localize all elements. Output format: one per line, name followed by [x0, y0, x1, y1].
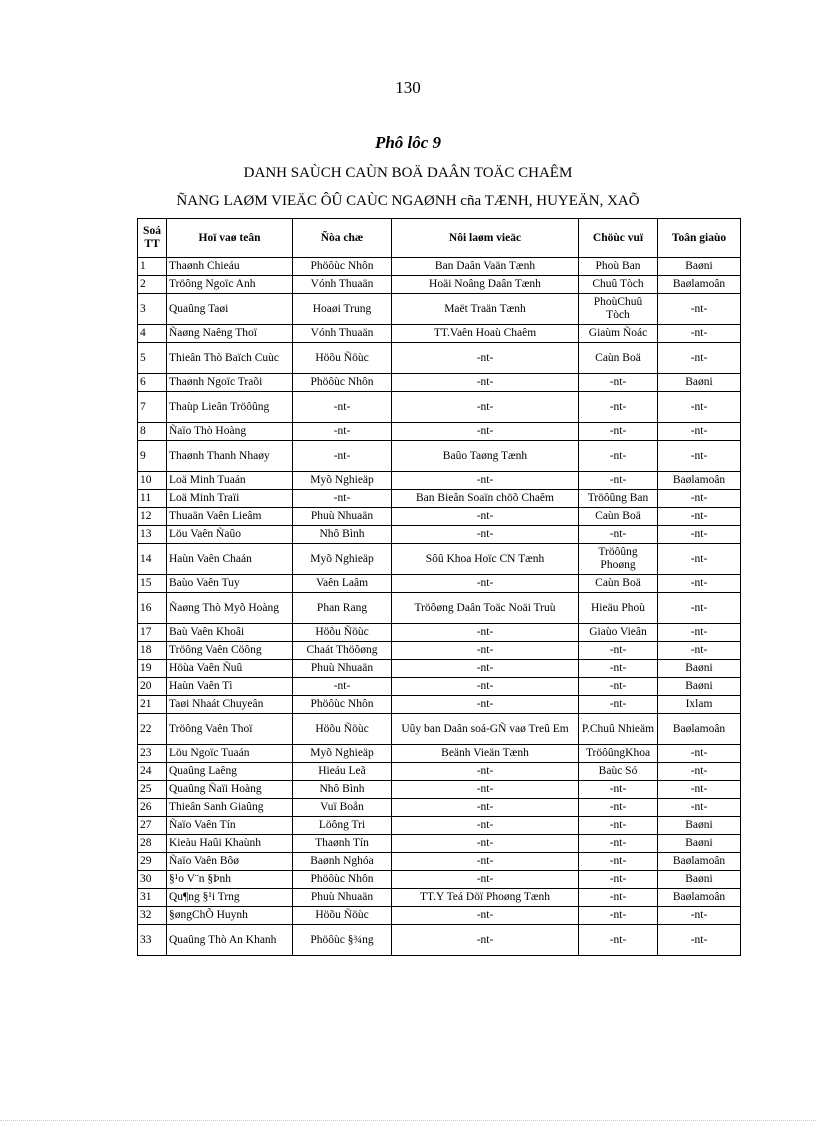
cell-workplace: -nt- [392, 423, 579, 441]
cell-address: Löông Tri [293, 817, 392, 835]
table-row [138, 907, 741, 925]
cell-position: -nt- [579, 642, 658, 660]
cell-name: Ñaïo Vaên Bôø [167, 853, 293, 871]
cell-address: Chaát Thöôøng [293, 642, 392, 660]
table-row [138, 544, 741, 575]
cell-address: Höõu Ñöùc [293, 343, 392, 374]
cell-no: 33 [138, 925, 167, 956]
cell-name: Loä Minh Traïi [167, 490, 293, 508]
cell-position: -nt- [579, 423, 658, 441]
cell-religion: Baøni [658, 835, 741, 853]
cell-no: 11 [138, 490, 167, 508]
table-row [138, 678, 741, 696]
cell-no: 20 [138, 678, 167, 696]
cell-address: Phöôùc Nhôn [293, 696, 392, 714]
cell-no: 27 [138, 817, 167, 835]
table-row [138, 624, 741, 642]
cell-workplace: -nt- [392, 835, 579, 853]
cell-name: Ñaøng Thò Myõ Hoàng [167, 593, 293, 624]
table-row [138, 745, 741, 763]
cell-address: Phan Rang [293, 593, 392, 624]
cell-address: Vónh Thuaän [293, 276, 392, 294]
table-row [138, 593, 741, 624]
cell-workplace: -nt- [392, 907, 579, 925]
cell-no: 24 [138, 763, 167, 781]
cell-religion: Baølamoân [658, 889, 741, 907]
cell-religion: -nt- [658, 392, 741, 423]
cell-position: Caùn Boä [579, 508, 658, 526]
cell-position: Caùn Boä [579, 575, 658, 593]
cell-address: Hoaøi Trung [293, 294, 392, 325]
cell-religion: -nt- [658, 624, 741, 642]
table-row [138, 325, 741, 343]
cell-address: Phöôùc §¾ng [293, 925, 392, 956]
cell-position: -nt- [579, 799, 658, 817]
table-row [138, 423, 741, 441]
cell-address: Thaønh Tín [293, 835, 392, 853]
cell-religion: -nt- [658, 526, 741, 544]
cell-position: Giaùo Vieân [579, 624, 658, 642]
cell-position: Baùc Só [579, 763, 658, 781]
page-number: 130 [395, 78, 421, 97]
cell-workplace: -nt- [392, 925, 579, 956]
cell-religion: Baølamoân [658, 853, 741, 871]
table-body [138, 258, 741, 956]
cell-workplace: -nt- [392, 853, 579, 871]
cell-address: Höõu Ñöùc [293, 714, 392, 745]
cell-religion: Baøni [658, 660, 741, 678]
cell-position: TröôûngKhoa [579, 745, 658, 763]
cell-address: -nt- [293, 490, 392, 508]
cell-name: §øngChÕ Huynh [167, 907, 293, 925]
table-row [138, 343, 741, 374]
cell-address: Baønh Nghóa [293, 853, 392, 871]
cell-no: 28 [138, 835, 167, 853]
cell-no: 32 [138, 907, 167, 925]
cell-workplace: TT.Vaên Hoaù Chaêm [392, 325, 579, 343]
table-row [138, 925, 741, 956]
table-row [138, 441, 741, 472]
cell-address: Phuù Nhuaän [293, 889, 392, 907]
table-row [138, 763, 741, 781]
header-address: Ñòa chæ [293, 219, 392, 258]
cell-name: Ñaïo Thò Hoàng [167, 423, 293, 441]
cell-name: Quaûng Laêng [167, 763, 293, 781]
cell-no: 6 [138, 374, 167, 392]
cell-address: Myõ Nghieäp [293, 745, 392, 763]
cell-name: Ñaøng Naêng Thoï [167, 325, 293, 343]
cell-no: 14 [138, 544, 167, 575]
cell-religion: -nt- [658, 508, 741, 526]
cell-position: Tröôûng Phoøng [579, 544, 658, 575]
table-row [138, 392, 741, 423]
cell-name: Taøi Nhaát Chuyeân [167, 696, 293, 714]
cell-workplace: Hoäi Noâng Daân Tænh [392, 276, 579, 294]
cell-workplace: -nt- [392, 343, 579, 374]
staff-table [137, 218, 741, 956]
table-header-row [138, 219, 741, 258]
cell-religion: -nt- [658, 423, 741, 441]
cell-name: Thuaän Vaên Lieâm [167, 508, 293, 526]
cell-name: Löu Ngoïc Tuaán [167, 745, 293, 763]
cell-position: -nt- [579, 678, 658, 696]
table-row [138, 472, 741, 490]
footer-divider [0, 1120, 816, 1121]
table-row [138, 374, 741, 392]
cell-no: 19 [138, 660, 167, 678]
cell-position: -nt- [579, 660, 658, 678]
cell-no: 4 [138, 325, 167, 343]
cell-address: Phöôùc Nhôn [293, 871, 392, 889]
cell-religion: -nt- [658, 763, 741, 781]
cell-workplace: Uûy ban Daân soá-GÑ vaø Treû Em [392, 714, 579, 745]
cell-address: Phöôùc Nhôn [293, 374, 392, 392]
cell-position: Hieäu Phoù [579, 593, 658, 624]
cell-workplace: -nt- [392, 696, 579, 714]
cell-name: Thaønh Thanh Nhaøy [167, 441, 293, 472]
cell-address: Vuï Boån [293, 799, 392, 817]
cell-no: 12 [138, 508, 167, 526]
cell-no: 23 [138, 745, 167, 763]
table-row [138, 871, 741, 889]
cell-religion: -nt- [658, 799, 741, 817]
cell-religion: -nt- [658, 490, 741, 508]
cell-name: Tröông Vaên Cöông [167, 642, 293, 660]
cell-name: Haùn Vaên Tì [167, 678, 293, 696]
cell-address: Myõ Nghieäp [293, 544, 392, 575]
cell-position: -nt- [579, 526, 658, 544]
cell-name: Thieân Thò Baïch Cuùc [167, 343, 293, 374]
cell-no: 7 [138, 392, 167, 423]
cell-address: -nt- [293, 678, 392, 696]
cell-religion: -nt- [658, 781, 741, 799]
table-row [138, 294, 741, 325]
table-row [138, 258, 741, 276]
cell-name: Qu¶ng §¹i Trng [167, 889, 293, 907]
cell-religion: Baøni [658, 258, 741, 276]
header-position: Chöùc vuï [579, 219, 658, 258]
appendix-title: Phô lôc 9 [374, 133, 442, 152]
cell-workplace: -nt- [392, 526, 579, 544]
document-title: DANH SAÙCH CAÙN BOÄ DAÂN TOÄC CHAÊM [243, 165, 573, 181]
cell-workplace: -nt- [392, 763, 579, 781]
cell-address: Hieáu Leã [293, 763, 392, 781]
cell-workplace: Sôû Khoa Hoïc CN Tænh [392, 544, 579, 575]
cell-name: Quaûng Thò An Khanh [167, 925, 293, 956]
cell-name: Loä Minh Tuaán [167, 472, 293, 490]
cell-religion: -nt- [658, 325, 741, 343]
table-row [138, 817, 741, 835]
cell-religion: -nt- [658, 745, 741, 763]
cell-religion: -nt- [658, 294, 741, 325]
cell-address: Vaên Laâm [293, 575, 392, 593]
cell-position: -nt- [579, 925, 658, 956]
cell-no: 8 [138, 423, 167, 441]
cell-address: Höõu Ñöùc [293, 624, 392, 642]
cell-religion: -nt- [658, 343, 741, 374]
cell-position: -nt- [579, 871, 658, 889]
cell-position: -nt- [579, 817, 658, 835]
table-row [138, 508, 741, 526]
cell-religion: -nt- [658, 441, 741, 472]
cell-position: Chuû Tòch [579, 276, 658, 294]
cell-address: Phuù Nhuaän [293, 660, 392, 678]
cell-address: -nt- [293, 423, 392, 441]
header-name: Hoï vaø teân [167, 219, 293, 258]
cell-workplace: -nt- [392, 508, 579, 526]
cell-position: -nt- [579, 441, 658, 472]
cell-address: Nhô Bình [293, 781, 392, 799]
cell-workplace: Ban Daân Vaän Tænh [392, 258, 579, 276]
header-workplace: Nôi laøm vieäc [392, 219, 579, 258]
cell-position: -nt- [579, 853, 658, 871]
cell-religion: Baøni [658, 374, 741, 392]
cell-address: Höõu Ñöùc [293, 907, 392, 925]
cell-name: Höùa Vaên Ñuû [167, 660, 293, 678]
cell-no: 22 [138, 714, 167, 745]
cell-name: Tröông Vaên Thoï [167, 714, 293, 745]
cell-no: 21 [138, 696, 167, 714]
cell-religion: -nt- [658, 593, 741, 624]
cell-position: Giaùm Ñoác [579, 325, 658, 343]
cell-no: 31 [138, 889, 167, 907]
table-row [138, 714, 741, 745]
cell-name: Baùo Vaên Tuy [167, 575, 293, 593]
cell-name: Thieân Sanh Giaûng [167, 799, 293, 817]
cell-no: 1 [138, 258, 167, 276]
cell-workplace: -nt- [392, 642, 579, 660]
cell-religion: Ixlam [658, 696, 741, 714]
cell-no: 17 [138, 624, 167, 642]
table-row [138, 490, 741, 508]
cell-address: -nt- [293, 392, 392, 423]
table-row [138, 781, 741, 799]
cell-workplace: TT.Y Teá Döï Phoøng Tænh [392, 889, 579, 907]
cell-name: Quaûng Taøi [167, 294, 293, 325]
cell-name: Löu Vaên Ñaûo [167, 526, 293, 544]
cell-workplace: -nt- [392, 575, 579, 593]
cell-workplace: Maët Traän Tænh [392, 294, 579, 325]
cell-no: 3 [138, 294, 167, 325]
cell-workplace: Beänh Vieän Tænh [392, 745, 579, 763]
cell-religion: Baølamoân [658, 714, 741, 745]
cell-religion: Baøni [658, 871, 741, 889]
cell-position: -nt- [579, 374, 658, 392]
cell-religion: -nt- [658, 925, 741, 956]
cell-address: Phuù Nhuaän [293, 508, 392, 526]
cell-position: PhoùChuû Tòch [579, 294, 658, 325]
cell-workplace: Ban Bieân Soaïn chöõ Chaêm [392, 490, 579, 508]
cell-workplace: Tröôøng Daân Toäc Noäi Truù [392, 593, 579, 624]
cell-religion: Baølamoân [658, 276, 741, 294]
cell-religion: Baøni [658, 678, 741, 696]
cell-position: -nt- [579, 889, 658, 907]
cell-workplace: -nt- [392, 660, 579, 678]
table-row [138, 696, 741, 714]
cell-name: Thaønh Chieáu [167, 258, 293, 276]
cell-name: Quaûng Ñaïi Hoàng [167, 781, 293, 799]
cell-position: -nt- [579, 392, 658, 423]
cell-no: 29 [138, 853, 167, 871]
cell-religion: -nt- [658, 575, 741, 593]
header-religion: Toân giaùo [658, 219, 741, 258]
header-no: Soá TT [138, 219, 167, 258]
cell-name: Kieàu Haûi Khaùnh [167, 835, 293, 853]
cell-position: -nt- [579, 472, 658, 490]
cell-position: P.Chuû Nhieäm [579, 714, 658, 745]
cell-religion: -nt- [658, 642, 741, 660]
cell-position: Tröôûng Ban [579, 490, 658, 508]
table-row [138, 853, 741, 871]
cell-no: 13 [138, 526, 167, 544]
cell-religion: Baølamoân [658, 472, 741, 490]
cell-religion: -nt- [658, 544, 741, 575]
document-subtitle: ÑANG LAØM VIEÄC ÔÛ CAÙC NGAØNH cña TÆNH, HUYEÄN, XAÕ [176, 193, 640, 209]
table-row [138, 799, 741, 817]
cell-no: 18 [138, 642, 167, 660]
cell-workplace: -nt- [392, 781, 579, 799]
cell-workplace: -nt- [392, 374, 579, 392]
cell-no: 10 [138, 472, 167, 490]
cell-no: 2 [138, 276, 167, 294]
cell-workplace: -nt- [392, 624, 579, 642]
cell-workplace: -nt- [392, 392, 579, 423]
cell-religion: -nt- [658, 907, 741, 925]
table-row [138, 526, 741, 544]
cell-address: Myõ Nghieäp [293, 472, 392, 490]
cell-name: Baù Vaên Khoâi [167, 624, 293, 642]
cell-address: Vónh Thuaän [293, 325, 392, 343]
table-row [138, 642, 741, 660]
cell-position: -nt- [579, 907, 658, 925]
cell-no: 30 [138, 871, 167, 889]
cell-no: 16 [138, 593, 167, 624]
cell-name: Haùn Vaên Chaán [167, 544, 293, 575]
cell-address: -nt- [293, 441, 392, 472]
table-row [138, 835, 741, 853]
table-row [138, 660, 741, 678]
cell-workplace: -nt- [392, 817, 579, 835]
cell-name: §¹o V¨n §Þnh [167, 871, 293, 889]
cell-workplace: Baûo Taøng Tænh [392, 441, 579, 472]
cell-workplace: -nt- [392, 678, 579, 696]
cell-name: Thaønh Ngoïc Traõi [167, 374, 293, 392]
cell-workplace: -nt- [392, 472, 579, 490]
cell-position: -nt- [579, 781, 658, 799]
cell-position: Phoù Ban [579, 258, 658, 276]
table-row [138, 276, 741, 294]
cell-name: Thaùp Lieân Tröôûng [167, 392, 293, 423]
cell-no: 9 [138, 441, 167, 472]
cell-name: Tröông Ngoïc Anh [167, 276, 293, 294]
cell-workplace: -nt- [392, 871, 579, 889]
table-row [138, 575, 741, 593]
cell-position: -nt- [579, 835, 658, 853]
cell-position: -nt- [579, 696, 658, 714]
cell-religion: Baøni [658, 817, 741, 835]
table-row [138, 889, 741, 907]
cell-position: Caùn Boä [579, 343, 658, 374]
cell-no: 5 [138, 343, 167, 374]
cell-address: Nhô Bình [293, 526, 392, 544]
cell-workplace: -nt- [392, 799, 579, 817]
cell-name: Ñaïo Vaên Tín [167, 817, 293, 835]
cell-no: 15 [138, 575, 167, 593]
cell-no: 25 [138, 781, 167, 799]
cell-no: 26 [138, 799, 167, 817]
cell-address: Phöôùc Nhôn [293, 258, 392, 276]
